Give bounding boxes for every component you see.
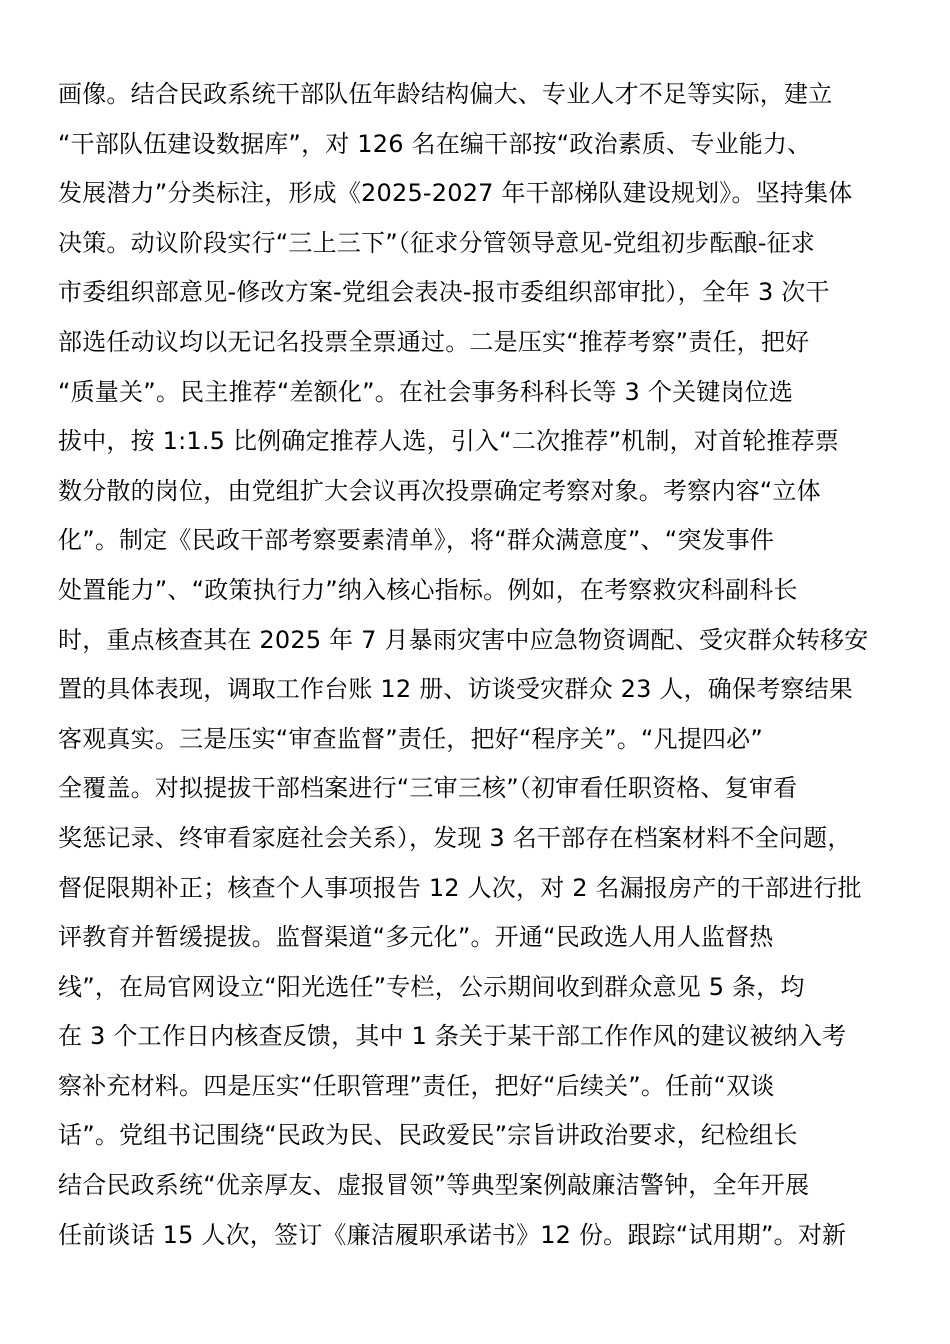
text-line: 市委组织部意见-修改方案-党组会表决-报市委组织部审批），全年 3 次干 [58, 278, 830, 307]
text-line: 部选任动议均以无记名投票全票通过。二是压实“推荐考察”责任，把好 [58, 327, 810, 356]
text-line: 置的具体表现，调取工作台账 12 册、访谈受灾群众 23 人，确保考察结果 [58, 675, 853, 704]
text-line: 督促限期补正；核查个人事项报告 12 人次，对 2 名漏报房产的干部进行批 [58, 873, 862, 902]
text-line: 处置能力”、“政策执行力”纳入核心指标。例如，在考察救灾科副科长 [58, 575, 798, 604]
text-line: 拔中，按 1:1.5 比例确定推荐人选，引入“二次推荐”机制，对首轮推荐票 [58, 427, 840, 456]
text-line: 发展潜力”分类标注，形成《2025-2027 年干部梯队建设规划》。坚持集体 [58, 179, 853, 208]
text-line: 结合民政系统“优亲厚友、虚报冒领”等典型案例敲廉洁警钟，全年开展 [58, 1171, 810, 1200]
text-line: 化”。制定《民政干部考察要素清单》，将“群众满意度”、“突发事件 [58, 526, 775, 555]
text-line: 奖惩记录、终审看家庭社会关系），发现 3 名干部存在档案材料不全问题， [58, 823, 852, 852]
text-line: “质量关”。民主推荐“差额化”。在社会事务科科长等 3 个关键岗位选 [58, 377, 794, 406]
text-line: 在 3 个工作日内核查反馈，其中 1 条关于某干部工作作风的建议被纳入考 [58, 1022, 847, 1051]
text-line: 评教育并暂缓提拔。监督渠道“多元化”。开通“民政选人用人监督热 [58, 923, 774, 952]
text-line: 数分散的岗位，由党组扩大会议再次投票确定考察对象。考察内容“立体 [58, 476, 821, 505]
text-line: 画像。结合民政系统干部队伍年龄结构偏大、专业人才不足等实际，建立 [58, 80, 833, 108]
text-line: 客观真实。三是压实“审查监督”责任，把好“程序关”。“凡提四必” [58, 724, 763, 753]
body-paragraph [58, 70, 898, 1260]
text-line: 线”，在局官网设立“阳光选任”专栏，公示期间收到群众意见 5 条，均 [58, 972, 805, 1001]
text-line: 时，重点核查其在 2025 年 7 月暴雨灾害中应急物资调配、受灾群众转移安 [58, 625, 869, 654]
text-line: 察补充材料。四是压实“任职管理”责任，把好“后续关”。任前“双谈 [58, 1071, 775, 1100]
text-line: 任前谈话 15 人次，签订《廉洁履职承诺书》12 份。跟踪“试用期”。对新 [58, 1220, 847, 1249]
text-line: 决策。动议阶段实行“三上三下”（征求分管领导意见-党组初步酝酿-征求 [58, 228, 815, 257]
text-line: “干部队伍建设数据库”，对 126 名在编干部按“政治素质、专业能力、 [58, 129, 812, 158]
text-line: 全覆盖。对拟提拔干部档案进行“三审三核”（初审看任职资格、复审看 [58, 774, 798, 803]
text-line: 话”。党组书记围绕“民政为民、民政爱民”宗旨讲政治要求，纪检组长 [58, 1121, 798, 1150]
